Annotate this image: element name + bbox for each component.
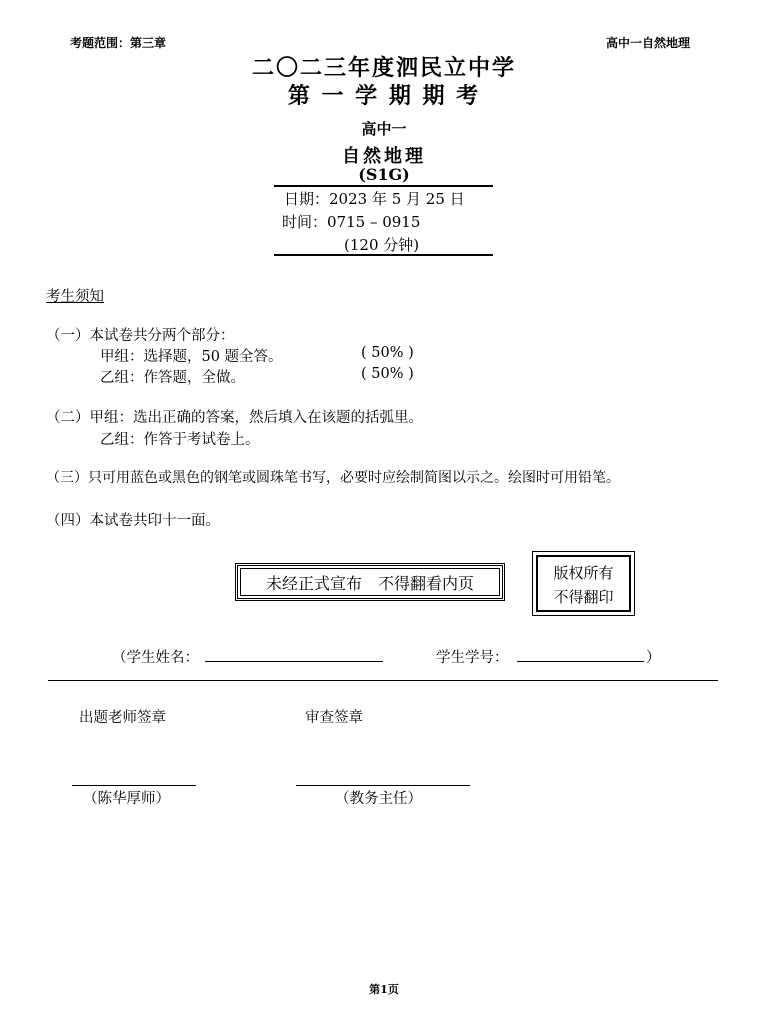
- instruction-1b: 乙组：作答题，全做。: [100, 370, 245, 386]
- copyright-inner: [536, 555, 631, 612]
- instruction-2: （二）甲组：选出正确的答案，然后填入在该题的括弧里。: [46, 410, 423, 426]
- student-name-field[interactable]: [205, 661, 383, 662]
- section-divider: [48, 680, 718, 681]
- instruction-1a: 甲组：选择题，50 题全答。: [100, 349, 283, 365]
- exam-title: 第 一 学 期 期 考: [287, 83, 481, 109]
- review-signature-label: 审查签章: [305, 710, 363, 726]
- copyright-box: [532, 551, 635, 616]
- review-name: （教务主任）: [335, 791, 422, 807]
- notice-text: 未经正式宣布 不得翻看内页: [265, 573, 474, 593]
- student-close-paren: ）: [646, 650, 661, 666]
- instruction-1b-percent: ( 50% ): [361, 366, 414, 382]
- instruction-4: （四）本试卷共印十一面。: [46, 513, 220, 529]
- school-title: 二〇二三年度泗民立中学: [251, 55, 516, 81]
- instruction-1a-percent: ( 50% ): [361, 345, 414, 361]
- instruction-2b: 乙组：作答于考试卷上。: [100, 432, 260, 448]
- info-bottom-rule: [274, 254, 493, 256]
- instruction-3: （三）只可用蓝色或黑色的钢笔或圆珠笔书写，必要时应绘制简图以示之。绘图时可用铅笔。: [46, 470, 620, 486]
- student-id-label: 学生学号：: [436, 650, 509, 666]
- student-name-label: （学生姓名：: [112, 650, 199, 666]
- teacher-signature-line[interactable]: [72, 785, 196, 786]
- page-number: 第1页: [369, 983, 399, 996]
- header-left: 考题范围：第三章: [70, 36, 167, 50]
- subject-code: (S1G): [358, 165, 410, 184]
- copyright-line2: 不得翻印: [553, 588, 614, 606]
- teacher-name: （陈华厚师）: [83, 791, 170, 807]
- no-peeking-notice: [235, 563, 505, 601]
- instructions-heading: 考生须知: [46, 289, 104, 305]
- teacher-signature-label: 出题老师签章: [79, 710, 166, 726]
- header-right: 高中一自然地理: [606, 36, 691, 50]
- review-signature-line[interactable]: [296, 785, 470, 786]
- copyright-line1: 版权所有: [553, 564, 614, 582]
- exam-date: 日期：2023 年 5 月 25 日: [284, 190, 465, 208]
- student-id-field[interactable]: [517, 661, 644, 662]
- instruction-1: （一）本试卷共分两个部分：: [46, 328, 235, 344]
- exam-duration: (120 分钟): [344, 236, 420, 254]
- subject-label: 自然地理: [342, 146, 426, 167]
- info-top-rule: [274, 185, 493, 187]
- exam-time: 时间：0715 – 0915: [282, 213, 421, 231]
- grade-label: 高中一: [361, 120, 407, 138]
